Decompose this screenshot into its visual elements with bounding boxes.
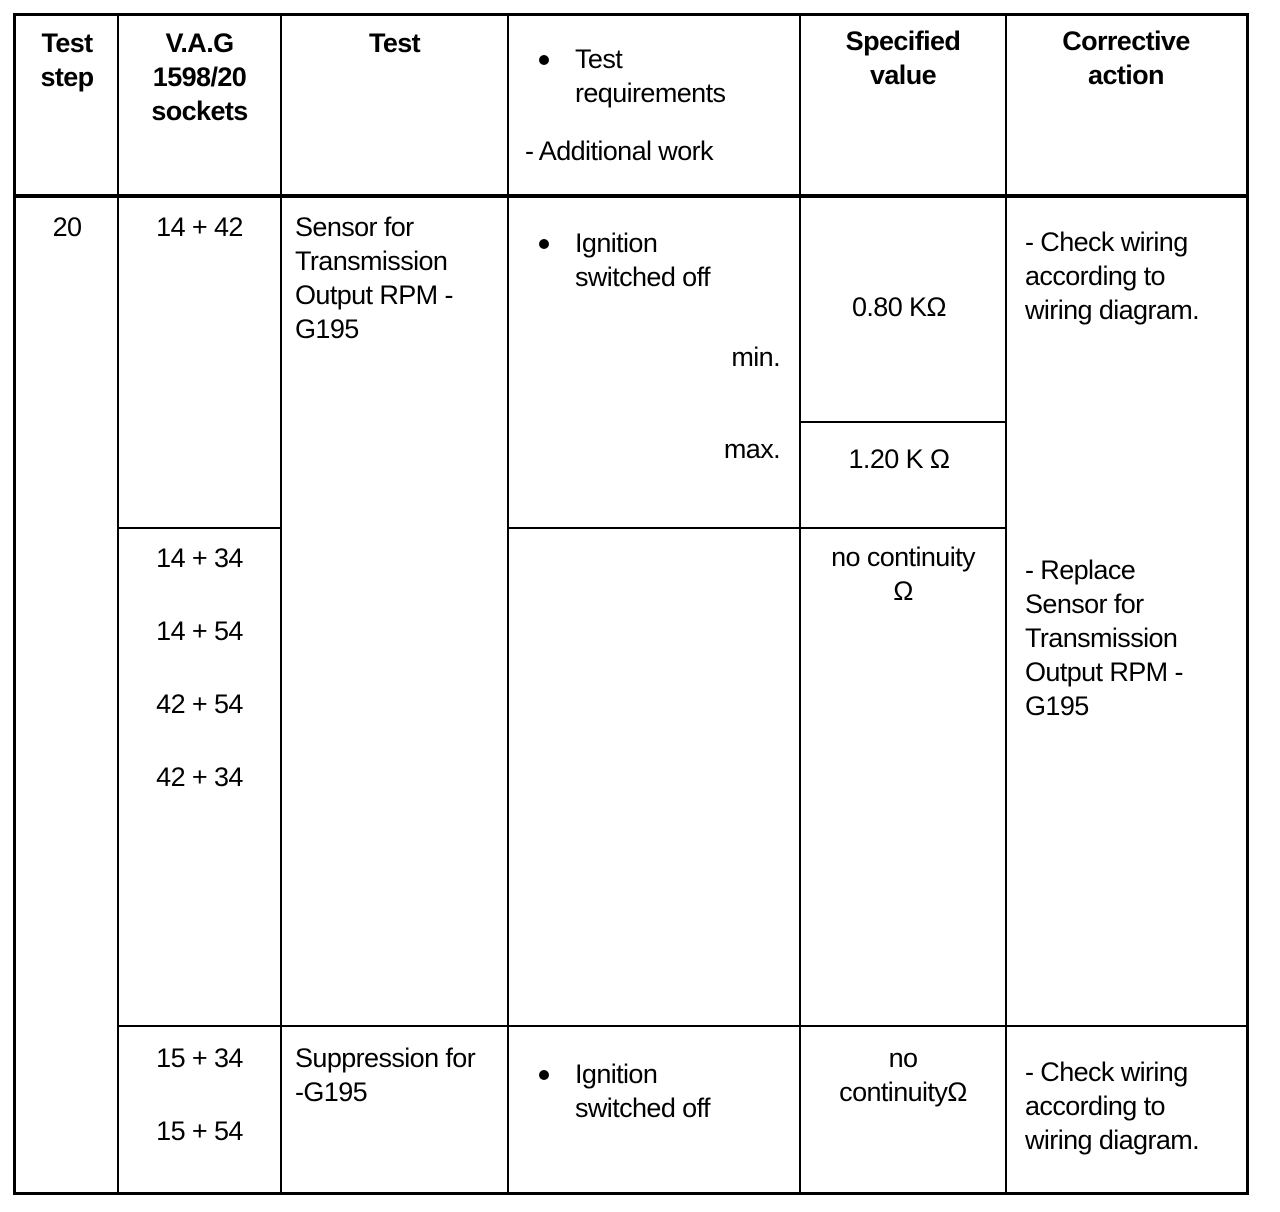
action-cell: - Check wiring according to wiring diagram. bbox=[1025, 227, 1200, 325]
row-divider-sockets bbox=[119, 527, 280, 529]
test-step-number: 20 bbox=[52, 212, 82, 242]
sockets-cell: 15 + 34 bbox=[156, 1043, 243, 1073]
bullet-icon bbox=[539, 239, 549, 249]
header-additional-work: - Additional work bbox=[525, 136, 713, 166]
sockets-cell: 14 + 54 bbox=[156, 616, 243, 646]
header-requirements: Test requirements bbox=[575, 44, 726, 108]
value-min: 0.80 KΩ bbox=[851, 292, 947, 322]
requirement-cell: Ignition switched off bbox=[575, 1059, 710, 1123]
header-sockets: V.A.G 1598/20 sockets bbox=[151, 28, 248, 126]
row-divider-lower bbox=[119, 1025, 1249, 1027]
requirement-cell: Ignition switched off bbox=[575, 228, 710, 292]
action-cell: - Replace Sensor for Transmission Output RPM - G195 bbox=[1025, 555, 1183, 721]
bullet-icon bbox=[539, 55, 549, 65]
max-label: max. bbox=[723, 434, 780, 464]
row-divider-req-value bbox=[509, 527, 1005, 529]
action-cell: - Check wiring according to wiring diagram. bbox=[1025, 1057, 1200, 1155]
header-divider bbox=[13, 194, 1249, 198]
header-corrective-action: Corrective action bbox=[1062, 26, 1190, 90]
value-split-divider bbox=[801, 421, 1005, 423]
test-cell: Suppression for -G195 bbox=[295, 1043, 476, 1107]
header-test: Test bbox=[368, 28, 421, 58]
bullet-icon bbox=[539, 1070, 549, 1080]
min-label: min. bbox=[731, 342, 780, 372]
test-cell: Sensor for Transmission Output RPM - G195 bbox=[295, 212, 453, 344]
header-specified-value: Specified value bbox=[845, 26, 961, 90]
sockets-cell: 15 + 54 bbox=[156, 1116, 243, 1146]
header-test-step: Test step bbox=[40, 28, 94, 92]
col-divider-2 bbox=[280, 13, 282, 1195]
col-divider-5 bbox=[1005, 13, 1007, 1195]
value-cell: no continuity Ω bbox=[831, 542, 975, 606]
sockets-cell: 14 + 34 bbox=[156, 543, 243, 573]
sockets-cell: 42 + 34 bbox=[156, 762, 243, 792]
col-divider-1 bbox=[117, 13, 119, 1195]
value-max: 1.20 K Ω bbox=[848, 444, 950, 474]
col-divider-3 bbox=[507, 13, 509, 1195]
sockets-cell: 42 + 54 bbox=[156, 689, 243, 719]
value-cell: no continuityΩ bbox=[839, 1043, 967, 1107]
sockets-cell: 14 + 42 bbox=[156, 212, 243, 242]
